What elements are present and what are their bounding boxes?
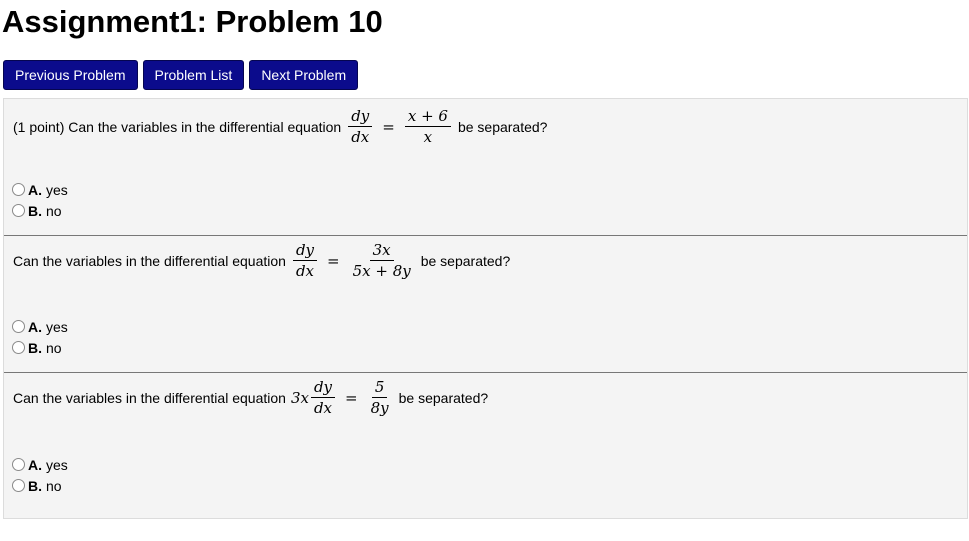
radio-button[interactable] [12, 320, 25, 333]
rhs-denominator: 5x + 8y [352, 262, 411, 280]
answer-options-2 [12, 316, 68, 358]
question-suffix: be separated? [420, 252, 511, 269]
problem-list-button[interactable]: Problem List [143, 60, 245, 90]
question-suffix: be separated? [457, 118, 548, 135]
previous-problem-button[interactable]: Previous Problem [3, 60, 138, 90]
radio-button[interactable] [12, 183, 25, 196]
rhs-fraction [350, 241, 414, 280]
rhs-fraction [368, 378, 392, 417]
lhs-denominator: dx [313, 399, 333, 417]
rhs-denominator: x [423, 128, 433, 146]
question-text: Can the variables in the differential equation [13, 389, 286, 406]
differential-equation [291, 241, 416, 280]
problem-navigation [3, 60, 358, 90]
radio-button[interactable] [12, 479, 25, 492]
rhs-numerator: x + 6 [405, 107, 451, 127]
problem-body [3, 98, 968, 519]
rhs-denominator: 8y [370, 399, 389, 417]
question-text: (1 point) Can the variables in the differential equation [13, 118, 342, 135]
radio-button[interactable] [12, 204, 25, 217]
lhs-denominator: dx [295, 262, 314, 280]
option-no[interactable]: B. no [12, 200, 68, 221]
option-yes[interactable]: A. yes [12, 179, 68, 200]
question-1 [13, 107, 547, 146]
lhs-fraction [348, 107, 372, 146]
page-title: Assignment1: Problem 10 [2, 4, 383, 39]
rhs-fraction [405, 107, 451, 146]
equals-sign: = [345, 388, 358, 407]
option-yes[interactable]: A. yes [12, 316, 68, 337]
lhs-fraction [311, 378, 335, 417]
question-suffix: be separated? [398, 389, 489, 406]
option-no[interactable]: B. no [12, 475, 68, 496]
rhs-numerator: 5 [372, 378, 388, 398]
differential-equation [346, 107, 453, 146]
equals-sign: = [327, 251, 340, 270]
lhs-numerator: dy [293, 241, 317, 261]
radio-button[interactable] [12, 458, 25, 471]
lhs-numerator: dy [311, 378, 335, 398]
option-no[interactable]: B. no [12, 337, 68, 358]
next-problem-button[interactable]: Next Problem [249, 60, 358, 90]
radio-button[interactable] [12, 341, 25, 354]
option-yes[interactable]: A. yes [12, 454, 68, 475]
lhs-fraction [293, 241, 317, 280]
lhs-numerator: dy [348, 107, 372, 127]
question-2 [13, 241, 510, 280]
lhs-denominator: dx [351, 128, 370, 146]
differential-equation [291, 378, 394, 417]
answer-options-3 [12, 454, 68, 496]
answer-options-1 [12, 179, 68, 221]
rhs-numerator: 3x [370, 241, 394, 261]
part-divider [4, 372, 967, 373]
question-3 [13, 378, 488, 417]
equals-sign: = [382, 117, 395, 136]
part-divider [4, 235, 967, 236]
lhs-coefficient: 3x [290, 388, 309, 407]
question-text: Can the variables in the differential equation [13, 252, 286, 269]
